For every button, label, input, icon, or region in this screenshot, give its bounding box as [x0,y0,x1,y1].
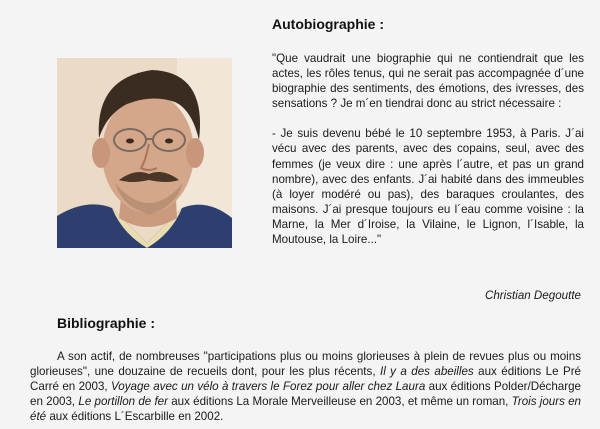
book-title: Voyage avec un vélo à travers le Forez pour aller chez Laura [110,380,426,394]
bibliography-text [30,349,581,424]
book-title: Trois jours en été [30,395,581,424]
author-signature: Christian Degoutte [484,289,581,302]
bibliography-text-part: A son actif, de nombreuses "participations plus ou moins glorieuses à plein de revues plus ou moins glorieuses", une douzaine de recueils dont, pour les plus récents, [30,350,581,379]
autobiography-paragraph-2: - Je suis devenu bébé le 10 septembre 1953, à Paris. J´ai vécu avec des parents, avec des copains, seul, avec des femmes (je veux dire : une après l´autre, et pas un grand nombre), avec des enfants. J´ai habité dans des immeubles (à loyer modéré ou pas), des baraques croulantes, des maisons. J´ai presque toujours eu l´eau comme voisine : la Marne, la Mer d´Iroise, la Vilaine, le Lignon, l´Isable, la Moutouse, la Loire..." [272,127,584,247]
book-title: Il y a des abeilles [379,365,474,379]
author-portrait [57,58,232,248]
autobiography-text [272,51,584,247]
bibliography-heading: Bibliographie : [57,315,155,331]
autobiography-paragraph-1: "Que vaudrait une biographie qui ne contiendrait que les actes, les rôles tenus, qui ne serait pas accompagnée d´une biographie des sentiments, des émotions, des ivresses, des sensations ? Je m´en tiendrai donc au strict nécessaire : [272,52,584,111]
bibliography-text-part: aux éditions L´Escarbille en 2002. [46,410,224,424]
bibliography-text-part: aux éditions Polder/Décharge en 2003, [30,380,581,409]
bibliography-text-part: aux éditions Le Pré Carré en 2003, [30,365,581,394]
bibliography-text-part: aux éditions La Morale Merveilleuse en 2003, et même un roman, [168,395,512,409]
book-title: Le portillon de fer [78,395,168,409]
autobiography-heading: Autobiographie : [272,16,384,32]
